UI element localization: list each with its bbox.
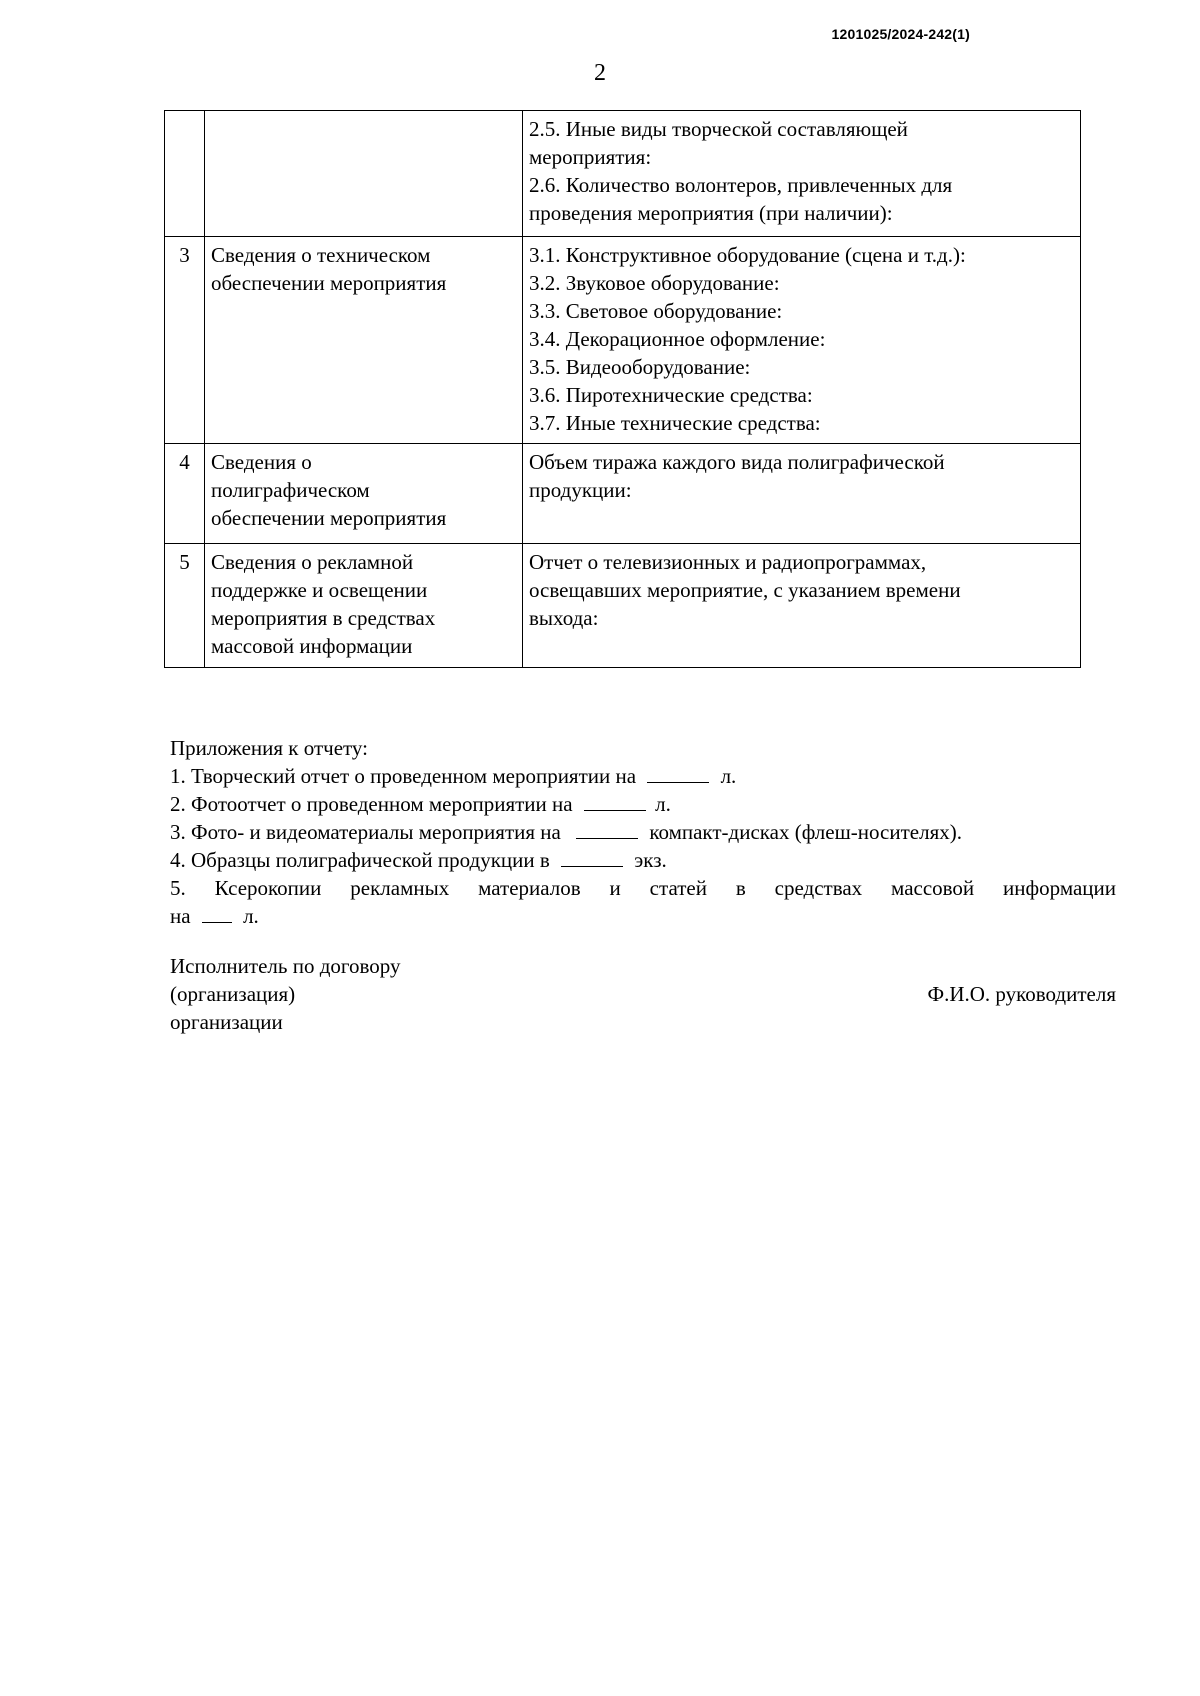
- table-row: [165, 544, 1081, 668]
- appendix-item-5-line-1: 5. Ксерокопии рекламных материалов и статей в средствах массовой информации: [170, 876, 1116, 900]
- section-name-line: полиграфическом: [211, 478, 370, 502]
- row-number-cell: 3: [165, 237, 205, 444]
- appendix-item-4: [170, 846, 1116, 874]
- details-cell: [523, 237, 1081, 444]
- row-number-cell: 4: [165, 444, 205, 544]
- appendix-item-3-text: 3. Фото- и видеоматериалы мероприятия на: [170, 820, 561, 844]
- section-name-cell: [205, 111, 523, 237]
- details-line: 3.1. Конструктивное оборудование (сцена и т.д.):: [529, 243, 966, 267]
- section-name-line: мероприятия в средствах: [211, 606, 436, 630]
- section-name-line: Сведения о: [211, 450, 312, 474]
- appendix-item-5-line-2: [170, 902, 1116, 930]
- signature-left-line-3: организации: [170, 1010, 283, 1034]
- appendix-item-1-text: 1. Творческий отчет о проведенном мероприятии на: [170, 764, 637, 788]
- details-line: Отчет о телевизионных и радиопрограммах,: [529, 550, 927, 574]
- details-line: освещавших мероприятие, с указанием времени: [529, 578, 961, 602]
- details-line: проведения мероприятия (при наличии):: [529, 201, 893, 225]
- section-name-line: поддержке и освещении: [211, 578, 428, 602]
- section-name-line: Сведения о рекламной: [211, 550, 414, 574]
- blank-field: [202, 904, 232, 923]
- appendix-item-2: [170, 790, 1116, 818]
- details-cell: [523, 544, 1081, 668]
- report-table: [164, 110, 1081, 668]
- details-line: 3.4. Декорационное оформление:: [529, 327, 826, 351]
- details-line: мероприятия:: [529, 145, 652, 169]
- details-cell: [523, 111, 1081, 237]
- signature-right: Ф.И.О. руководителя: [927, 982, 1116, 1006]
- row-number-cell: [165, 111, 205, 237]
- table-row: [165, 237, 1081, 444]
- blank-field: [576, 820, 638, 839]
- section-name-cell: [205, 544, 523, 668]
- appendix-item-3: [170, 818, 1116, 846]
- row-number-cell: 5: [165, 544, 205, 668]
- details-line: продукции:: [529, 478, 632, 502]
- appendix-title: Приложения к отчету:: [170, 736, 368, 760]
- section-name-cell: [205, 237, 523, 444]
- table-row: [165, 444, 1081, 544]
- details-line: выхода:: [529, 606, 599, 630]
- details-line: 3.2. Звуковое оборудование:: [529, 271, 780, 295]
- blank-field: [647, 764, 709, 783]
- registration-number: 1201025/2024-242(1): [831, 26, 970, 42]
- appendix-item-2-unit: л.: [655, 792, 671, 816]
- page-number: 2: [594, 60, 606, 86]
- appendix-item-4-unit: экз.: [634, 848, 667, 872]
- section-name-line: Сведения о техническом: [211, 243, 431, 267]
- blank-field: [561, 848, 623, 867]
- details-line: 3.6. Пиротехнические средства:: [529, 383, 813, 407]
- details-line: Объем тиража каждого вида полиграфической: [529, 450, 945, 474]
- section-name-cell: [205, 444, 523, 544]
- details-line: 3.7. Иные технические средства:: [529, 411, 821, 435]
- section-name-line: обеспечении мероприятия: [211, 506, 447, 530]
- appendix-section: [170, 734, 1116, 930]
- appendix-item-1: [170, 762, 1116, 790]
- signature-block: [170, 952, 1116, 1036]
- details-line: 3.3. Световое оборудование:: [529, 299, 783, 323]
- blank-field: [584, 792, 646, 811]
- appendix-item-3-unit: компакт-дисках (флеш-носителях).: [649, 820, 962, 844]
- appendix-item-5-unit: л.: [243, 904, 259, 928]
- details-line: 2.5. Иные виды творческой составляющей: [529, 117, 908, 141]
- details-line: 3.5. Видеооборудование:: [529, 355, 751, 379]
- table-row: [165, 111, 1081, 237]
- signature-left-line-2: (организация): [170, 982, 296, 1006]
- signature-left-line-1: Исполнитель по договору: [170, 954, 401, 978]
- appendix-item-1-unit: л.: [720, 764, 737, 788]
- details-cell: [523, 444, 1081, 544]
- appendix-item-2-text: 2. Фотоотчет о проведенном мероприятии на: [170, 792, 573, 816]
- details-line: 2.6. Количество волонтеров, привлеченных для: [529, 173, 953, 197]
- appendix-item-5-prefix: на: [170, 904, 191, 928]
- appendix-item-4-text: 4. Образцы полиграфической продукции в: [170, 848, 550, 872]
- section-name-line: массовой информации: [211, 634, 413, 658]
- section-name-line: обеспечении мероприятия: [211, 271, 447, 295]
